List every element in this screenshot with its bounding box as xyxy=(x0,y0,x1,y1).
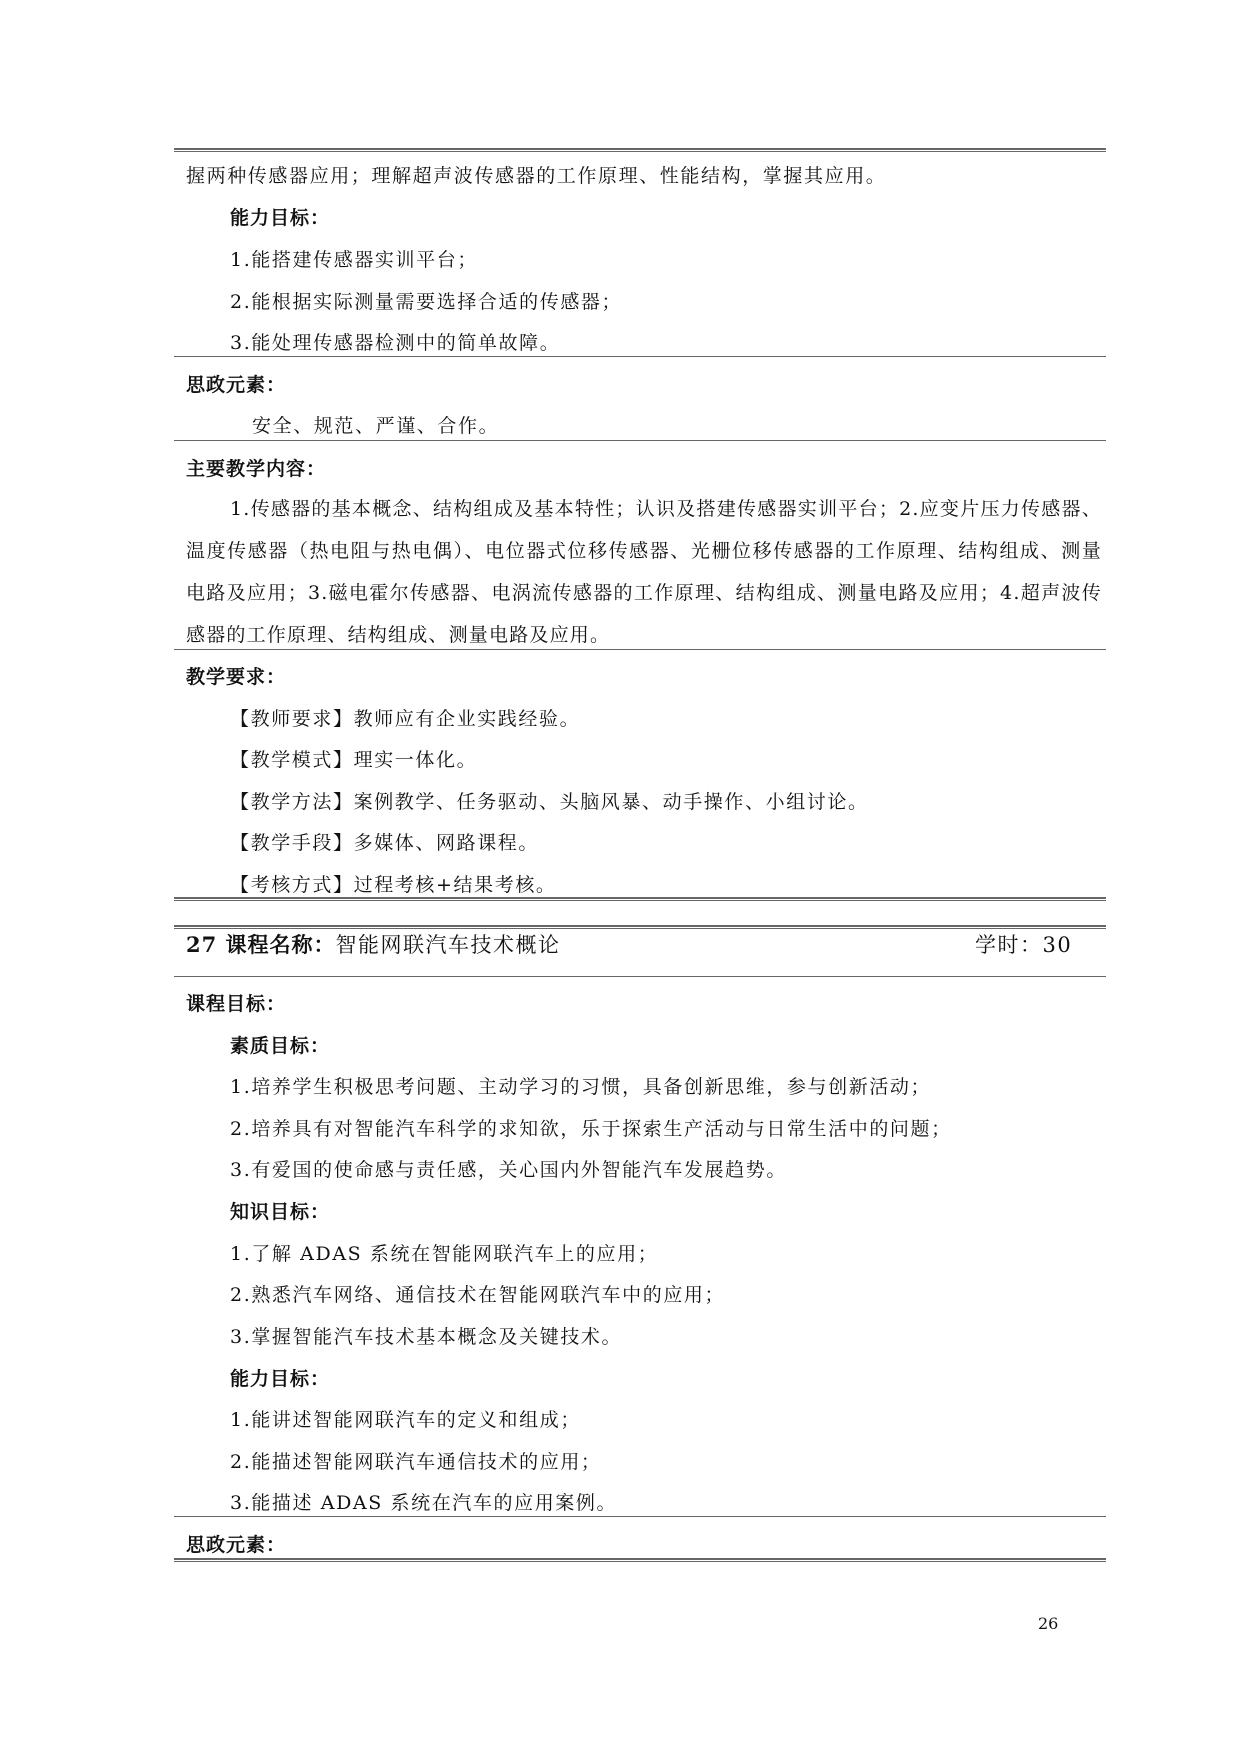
top-rule xyxy=(174,148,1106,152)
requirement-item: 【教学手段】多媒体、网路课程。 xyxy=(230,832,540,854)
requirement-item: 【教学方法】案例教学、任务驱动、头脑风暴、动手操作、小组讨论。 xyxy=(230,791,869,813)
hours-label: 学时： xyxy=(975,933,1043,957)
knowledge-item-1: 1.了解 ADAS 系统在智能网联汽车上的应用； xyxy=(230,1243,659,1265)
knowledge-item-2: 2.熟悉汽车网络、通信技术在智能网联汽车中的应用； xyxy=(230,1284,726,1306)
content-heading: 主要教学内容： xyxy=(186,458,327,480)
ideology-heading-27: 思政元素： xyxy=(186,1534,287,1556)
requirement-item: 【考核方式】过程考核+结果考核。 xyxy=(230,874,557,896)
divider xyxy=(174,649,1106,650)
ideology-text: 安全、规范、严谨、合作。 xyxy=(252,415,500,437)
knowledge-heading: 知识目标： xyxy=(230,1201,331,1223)
course-title xyxy=(186,933,561,957)
content-paragraph: 1.传感器的基本概念、结构组成及基本特性；认识及搭建传感器实训平台；2.应变片压力传感器、温度传感器（热电阻与热电偶）、电位器式位移传感器、光栅位移传感器的工作原理、结构组成、测量电路及应用；3.磁电霍尔传感器、电涡流传感器的工作原理、结构组成、测量电路及应用；4.超声波传感器的工作原理、结构组成、测量电路及应用。 xyxy=(186,498,1102,646)
ability-heading-27: 能力目标： xyxy=(230,1368,331,1390)
continuation-line: 握两种传感器应用；理解超声波传感器的工作原理、性能结构，掌握其应用。 xyxy=(186,165,887,187)
ability-item-27-2: 2.能描述智能网联汽车通信技术的应用； xyxy=(230,1451,602,1473)
course-hours xyxy=(975,933,1072,957)
quality-item-2: 2.培养具有对智能汽车科学的求知欲，乐于探索生产活动与日常生活中的问题； xyxy=(230,1118,952,1140)
ability-item-27-3: 3.能描述 ADAS 系统在汽车的应用案例。 xyxy=(230,1492,618,1514)
ability-heading: 能力目标： xyxy=(230,207,331,229)
course-number-label: 27 课程名称： xyxy=(186,932,336,957)
section-end-rule xyxy=(174,897,1106,901)
divider xyxy=(174,976,1106,977)
divider xyxy=(174,440,1106,441)
page-number: 26 xyxy=(1038,1614,1059,1633)
goal-heading: 课程目标： xyxy=(186,993,287,1015)
course-top-rule xyxy=(174,925,1106,929)
divider xyxy=(174,356,1106,357)
ability-item-2: 2.能根据实际测量需要选择合适的传感器； xyxy=(230,291,623,313)
hours-value: 30 xyxy=(1042,933,1073,957)
requirement-item: 【教师要求】教师应有企业实践经验。 xyxy=(230,708,581,730)
quality-item-3: 3.有爱国的使命感与责任感，关心国内外智能汽车发展趋势。 xyxy=(230,1159,787,1181)
requirement-item: 【教学模式】理实一体化。 xyxy=(230,749,478,771)
bottom-rule xyxy=(174,1558,1106,1562)
ability-item-27-1: 1.能讲述智能网联汽车的定义和组成； xyxy=(230,1409,581,1431)
knowledge-item-3: 3.掌握智能汽车技术基本概念及关键技术。 xyxy=(230,1326,623,1348)
ability-item-3: 3.能处理传感器检测中的简单故障。 xyxy=(230,332,561,354)
divider xyxy=(174,1516,1106,1517)
ideology-heading: 思政元素： xyxy=(186,374,287,396)
course-name: 智能网联汽车技术概论 xyxy=(335,933,561,957)
quality-heading: 素质目标： xyxy=(230,1035,331,1057)
ability-item-1: 1.能搭建传感器实训平台； xyxy=(230,249,478,271)
quality-item-1: 1.培养学生积极思考问题、主动学习的习惯，具备创新思维，参与创新活动； xyxy=(230,1076,932,1098)
requirements-heading: 教学要求： xyxy=(186,666,287,688)
